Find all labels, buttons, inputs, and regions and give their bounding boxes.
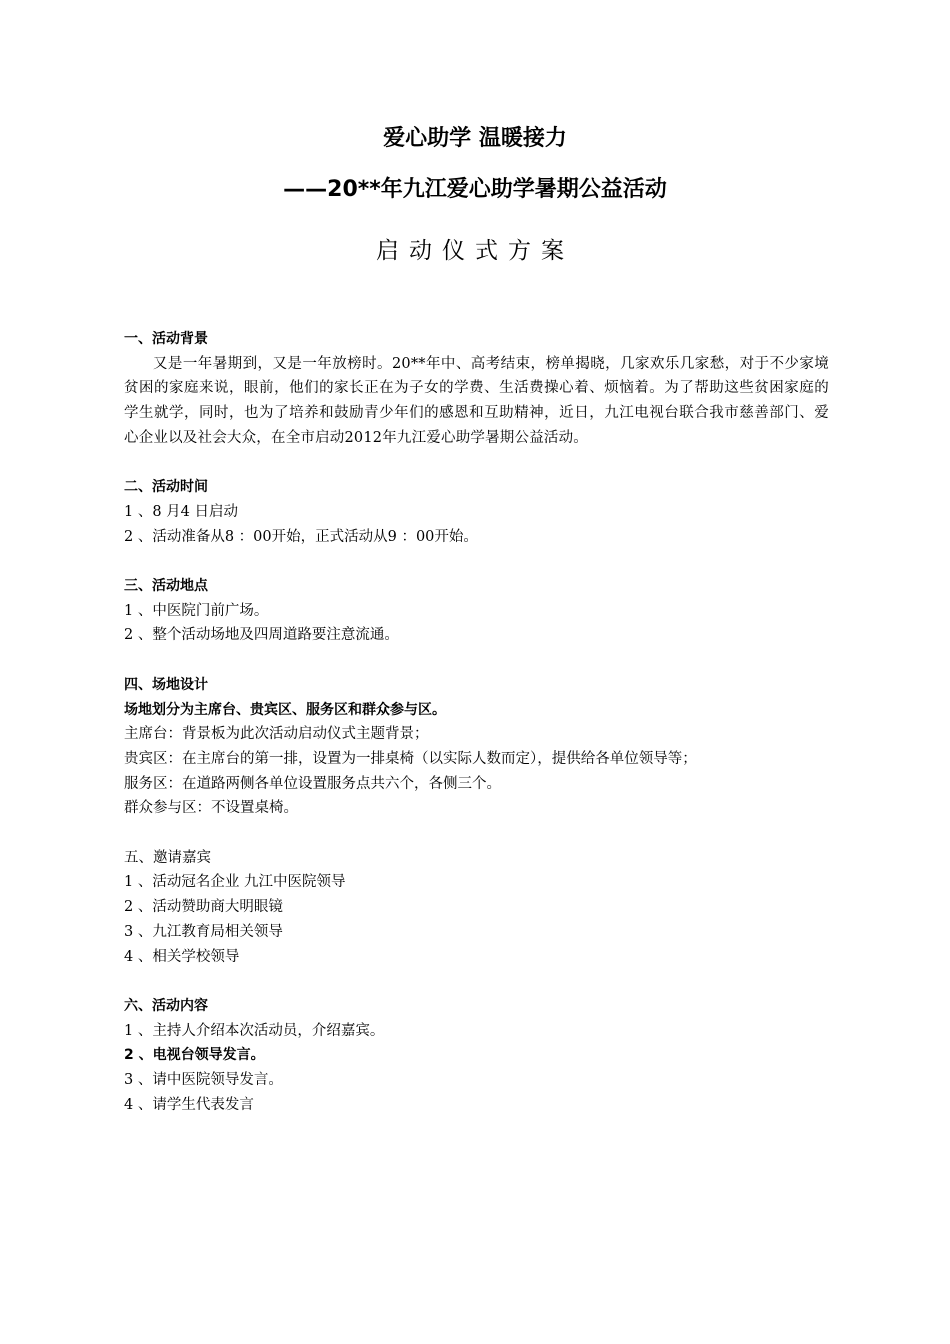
spacer xyxy=(124,648,829,673)
section-heading-venue-design: 四、场地设计 xyxy=(124,676,208,693)
section-heading-time: 二、活动时间 xyxy=(124,479,208,496)
spacer xyxy=(124,821,829,846)
list-item: 4 、相关学校领导 xyxy=(124,948,240,965)
list-item: 4 、请学生代表发言 xyxy=(124,1096,254,1113)
document-body xyxy=(124,327,829,1117)
section-heading-location: 三、活动地点 xyxy=(124,578,208,594)
background-paragraph: 又是一年暑期到，又是一年放榜时。20**年中、高考结束，榜单揭晓，几家欢乐几家愁，对于不少家境贫困的家庭来说，眼前，他们的家长正在为子女的学费、生活费操心着、烦恼着。为了帮助这些贫困家庭的学生就学，同时，也为了培养和鼓励青少年们的感恩和互助精神，近日，九江电视台联合我市慈善部门、爱心企业以及社会大众，在全市启动2012年九江爱心助学暑期公益活动。 xyxy=(124,355,829,446)
list-item: 服务区：在道路两侧各单位设置服务点共六个，各侧三个。 xyxy=(124,775,501,792)
venue-division-summary: 场地划分为主席台、贵宾区、服务区和群众参与区。 xyxy=(124,701,446,718)
document-title: 爱心助学 温暖接力 xyxy=(383,126,567,151)
section-heading-guests: 五、邀请嘉宾 xyxy=(124,849,211,866)
list-item: 群众参与区：不设置桌椅。 xyxy=(124,800,298,817)
list-item: 主席台：背景板为此次活动启动仪式主题背景； xyxy=(124,726,429,743)
list-item: 1 、中医院门前广场。 xyxy=(124,602,269,619)
list-item: 3 、九江教育局相关领导 xyxy=(124,923,283,940)
list-item: 2 、整个活动场地及四周道路要注意流通。 xyxy=(124,627,399,644)
document-subtitle: ——20**年九江爱心助学暑期公益活动 xyxy=(283,177,667,202)
document-plan-title: 启动仪式方案 xyxy=(376,238,574,264)
list-item: 2 、活动准备从8 ：00开始，正式活动从9 ：00开始。 xyxy=(124,528,478,545)
list-item: 2 、电视台领导发言。 xyxy=(124,1047,265,1064)
list-item: 1 、8 月4 日启动 xyxy=(124,503,239,520)
section-heading-background: 一、活动背景 xyxy=(124,331,208,347)
list-item: 贵宾区：在主席台的第一排，设置为一排桌椅（以实际人数而定），提供给各单位领导等； xyxy=(124,750,697,767)
list-item: 1 、活动冠名企业 九江中医院领导 xyxy=(124,874,346,891)
spacer xyxy=(124,549,829,574)
list-item: 1 、主持人介绍本次活动员，介绍嘉宾。 xyxy=(124,1022,385,1039)
list-item: 2 、活动赞助商大明眼镜 xyxy=(124,899,283,916)
spacer xyxy=(124,451,829,476)
list-item: 3 、请中医院领导发言。 xyxy=(124,1072,283,1089)
spacer xyxy=(124,969,829,994)
section-heading-content: 六、活动内容 xyxy=(124,997,208,1014)
